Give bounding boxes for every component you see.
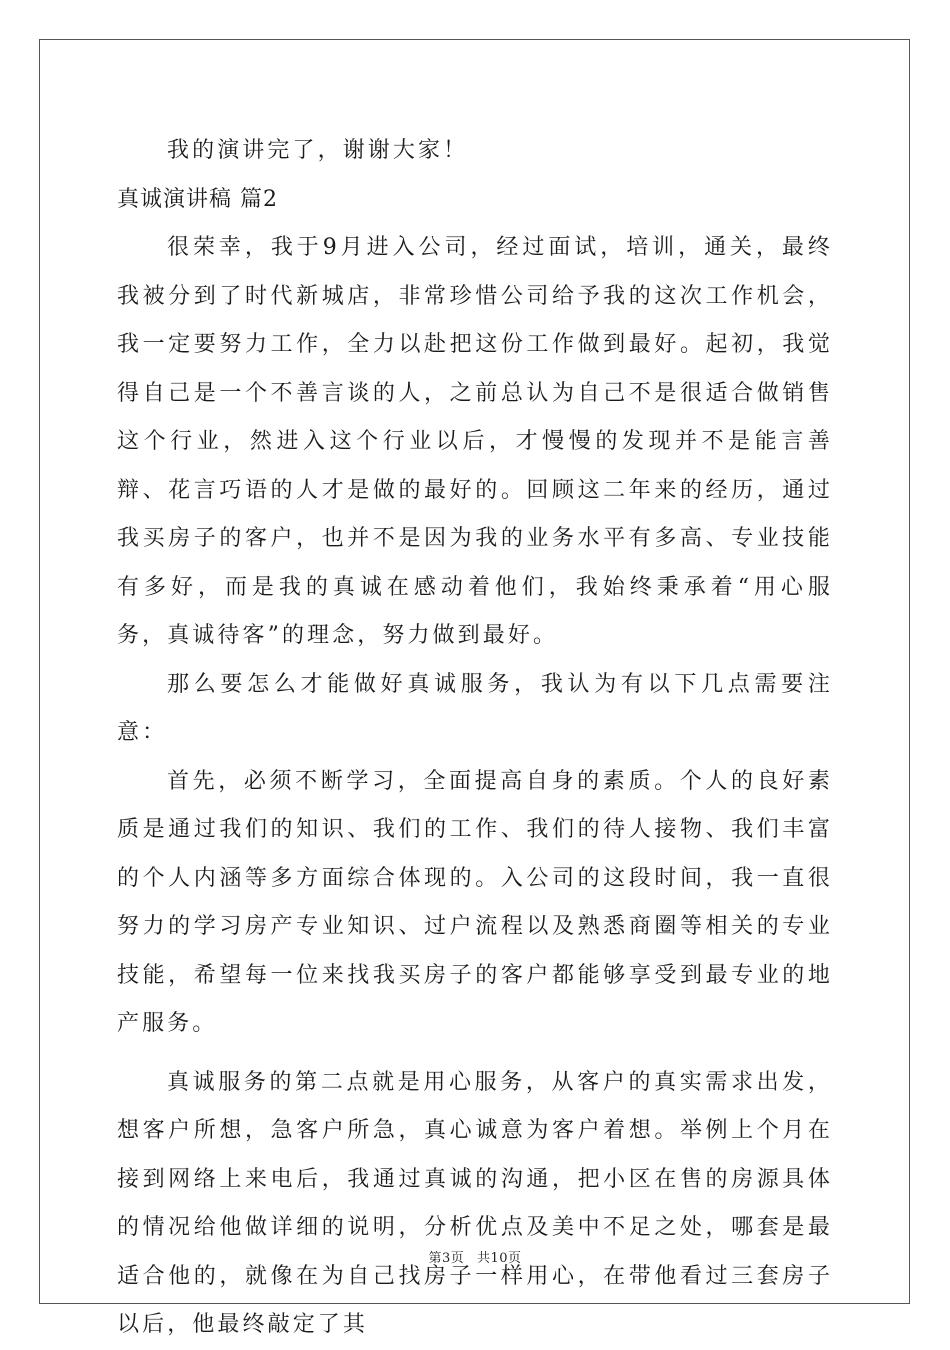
- document-body: [117, 127, 833, 1350]
- paragraph-second-point: 真诚服务的第二点就是用心服务，从客户的真实需求出发，想客户所想，急客户所急，真心诚意为客户着想。举例上个月在接到网络上来电后，我通过真诚的沟通，把小区在售的房源具体的情况给他做详细的说明，分析优点及美中不足之处，哪套是最适合他的，就像在为自己找房子一样用心，在带他看过三套房子以后，他最终敲定了其: [117, 1069, 833, 1337]
- page-number-current: 第3页: [428, 1251, 465, 1266]
- section-heading: 真诚演讲稿 篇2: [117, 186, 278, 212]
- paragraph-question: 那么要怎么才能做好真诚服务，我认为有以下几点需要注意：: [117, 671, 833, 745]
- page-footer: [0, 1247, 950, 1266]
- paragraph-intro: 很荣幸，我于9月进入公司，经过面试，培训，通关，最终我被分到了时代新城店，非常珍惜公司给予我的这次工作机会，我一定要努力工作，全力以赴把这份工作做到最好。起初，我觉得自己是一个不善言谈的人，之前总认为自己不是很适合做销售这个行业，然进入这个行业以后，才慢慢的发现并不是能言善辩、花言巧语的人才是做的最好的。回顾这二年来的经历，通过我买房子的客户，也并不是因为我的业务水平有多高、专业技能有多好，而是我的真诚在感动着他们，我始终秉承着“用心服务，真诚待客”的理念，努力做到最好。: [117, 235, 833, 648]
- closing-line: 我的演讲完了，谢谢大家！: [167, 138, 469, 163]
- paragraph-first-point: 首先，必须不断学习，全面提高自身的素质。个人的良好素质是通过我们的知识、我们的工作、我们的待人接物、我们丰富的个人内涵等多方面综合体现的。入公司的这段时间，我一直很努力的学习房产专业知识、过户流程以及熟悉商圈等相关的专业技能，希望每一位来找我买房子的客户都能够享受到最专业的地产服务。: [117, 768, 833, 1036]
- page-number-total: 共10页: [476, 1251, 522, 1266]
